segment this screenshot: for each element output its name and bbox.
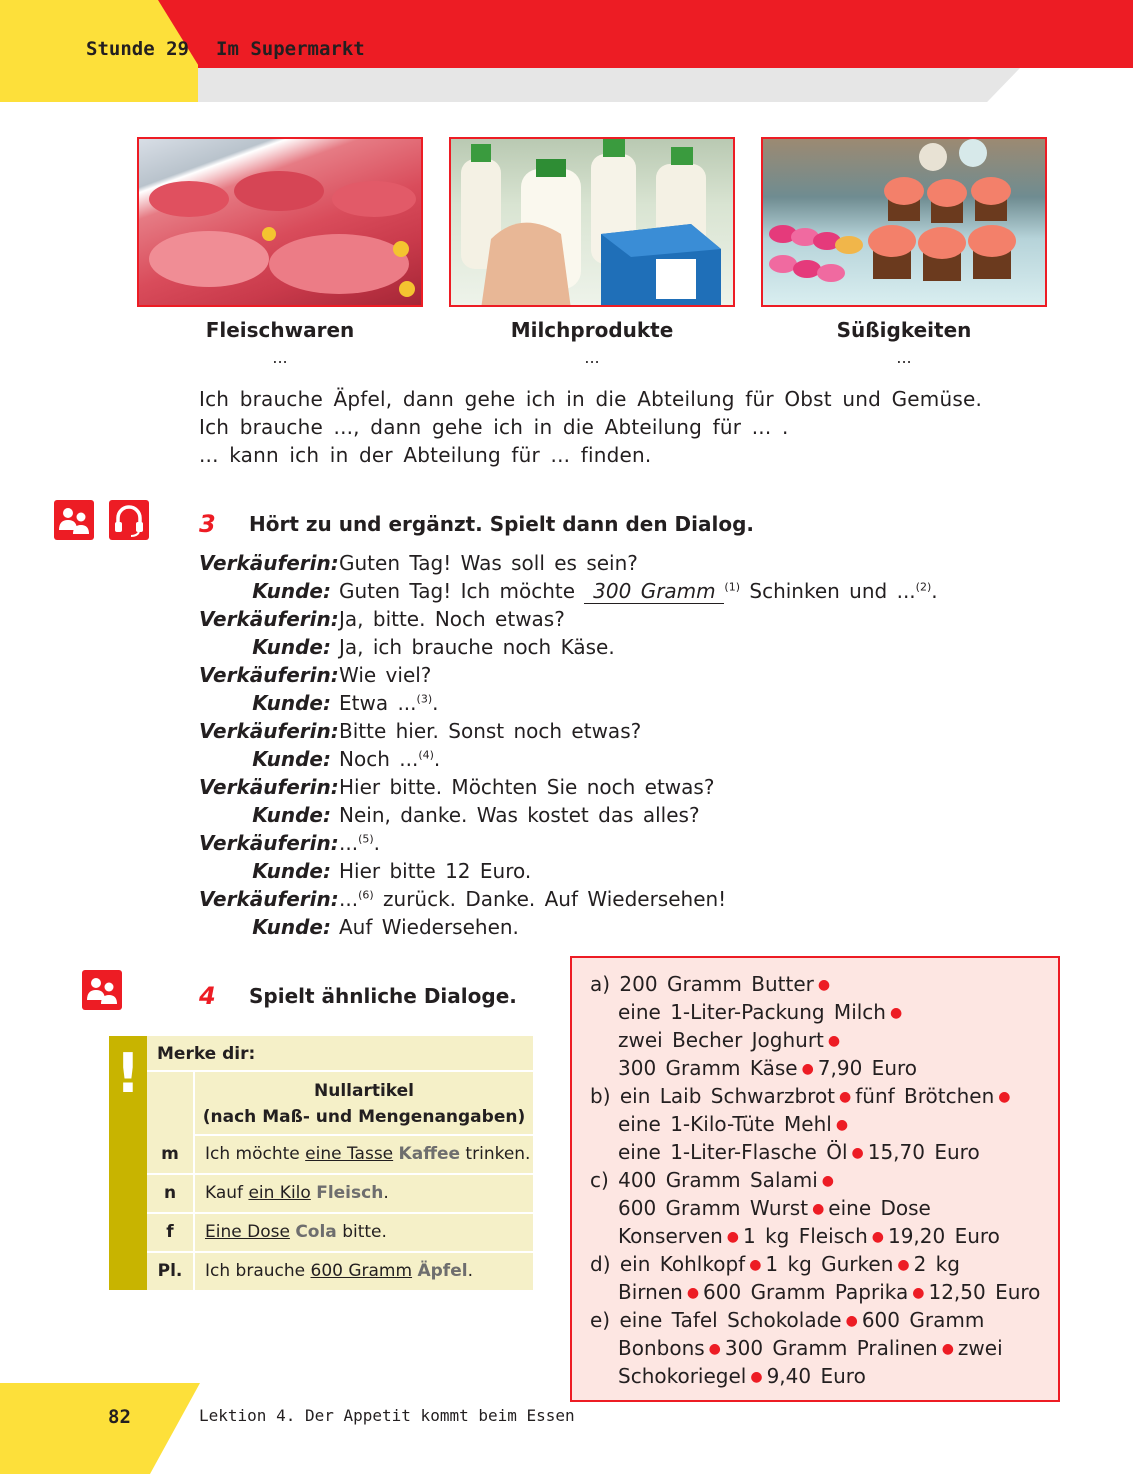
footnote-mark: (4) <box>418 748 434 762</box>
milk-photo <box>449 137 735 307</box>
shopping-item: eine 1-Kilo-Tüte Mehl <box>618 1112 832 1136</box>
footer-yellow-corner <box>150 1383 200 1474</box>
footnote-mark: (6) <box>358 888 374 902</box>
grammar-table-title: Merke dir: <box>147 1036 533 1072</box>
shopping-item: 2 kg <box>913 1252 960 1276</box>
shopping-item: 9,40 Euro <box>766 1364 866 1388</box>
shopping-line <box>590 1084 1014 1108</box>
grammar-table <box>147 1036 533 1290</box>
dialog-line <box>199 915 519 943</box>
footnote-mark: (2) <box>915 580 932 594</box>
bullet-dot: ● <box>897 1257 910 1273</box>
speaker-customer: Kunde: <box>252 859 331 883</box>
shopping-item: Birnen <box>618 1280 683 1304</box>
gender-key: Pl. <box>157 1261 183 1281</box>
dialog-text: ... <box>339 887 359 911</box>
shopping-item: d) ein Kohlkopf <box>590 1252 746 1276</box>
speaker-seller: Verkäuferin: <box>199 719 339 743</box>
header-line-1: Nullartikel <box>314 1081 414 1101</box>
bullet-dot: ● <box>821 1173 835 1189</box>
bullet-dot: ● <box>839 1089 852 1105</box>
shopping-item: eine Dose <box>828 1196 931 1220</box>
dialog-text: Schinken und ... <box>749 579 916 603</box>
footer-yellow-band <box>0 1383 150 1474</box>
example-sentence: Kauf ein Kilo Fleisch. <box>193 1175 533 1212</box>
shopping-item: 600 Gramm <box>861 1308 985 1332</box>
exercise-4-number: 4 <box>199 982 216 1010</box>
example-sentence: Ich möchte eine Tasse Kaffee trinken. <box>193 1136 533 1173</box>
shopping-item: Konserven <box>618 1224 723 1248</box>
bullet-dot: ● <box>812 1201 825 1217</box>
shopping-item: c) 400 Gramm Salami <box>590 1168 818 1192</box>
shopping-item: a) 200 Gramm Butter <box>590 972 814 996</box>
speaker-customer: Kunde: <box>252 691 331 715</box>
bullet-dot: ● <box>827 1033 841 1049</box>
shopping-item: 1 kg Fleisch <box>743 1224 868 1248</box>
example-sentence: Ich brauche 600 Gramm Äpfel. <box>193 1253 533 1290</box>
dialog-line <box>199 775 714 803</box>
bullet-dot: ● <box>889 1005 903 1021</box>
dialog-text: Wie viel? <box>339 663 432 687</box>
pair-work-icon <box>54 500 94 540</box>
caption-sweets: Süßigkeiten <box>836 318 972 342</box>
shopping-line <box>618 1280 1040 1304</box>
footnote-mark: (3) <box>416 692 433 706</box>
dialog-line <box>199 747 440 775</box>
dialog-line <box>199 607 565 635</box>
shopping-item: b) ein Laib Schwarzbrot <box>590 1084 836 1108</box>
dialog-line <box>199 579 938 607</box>
shopping-line <box>618 1112 852 1136</box>
dialog-text: Auf Wiedersehen. <box>339 915 519 939</box>
grammar-table-header <box>193 1072 533 1136</box>
shopping-item: fünf Brötchen <box>855 1084 995 1108</box>
bullet-dot: ● <box>708 1341 721 1357</box>
example-sentence: Eine Dose Cola bitte. <box>193 1214 533 1251</box>
dialog-line <box>199 859 531 887</box>
speaker-customer: Kunde: <box>252 747 331 771</box>
speaker-seller: Verkäuferin: <box>199 663 339 687</box>
speaker-seller: Verkäuferin: <box>199 831 339 855</box>
shopping-item: e) eine Tafel Schokolade <box>590 1308 842 1332</box>
dialog-text: Bitte hier. Sonst noch etwas? <box>339 719 642 743</box>
bullet-dot: ● <box>871 1229 884 1245</box>
caption-meat: Fleischwaren <box>205 318 355 342</box>
gender-key: f <box>166 1222 174 1242</box>
shopping-item: 19,20 Euro <box>887 1224 1000 1248</box>
dialog-line <box>199 803 700 831</box>
shopping-item: 1 kg Gurken <box>765 1252 894 1276</box>
dialog-line <box>199 663 431 691</box>
shopping-item: 7,90 Euro <box>817 1056 918 1080</box>
shopping-line <box>590 972 834 996</box>
header-line-2: (nach Maß- und Mengenangaben) <box>202 1107 526 1127</box>
bullet-dot: ● <box>835 1117 849 1133</box>
table-row <box>147 1175 533 1214</box>
dialog-text: . <box>433 747 441 771</box>
dialog-text: ... <box>339 831 359 855</box>
table-row <box>147 1136 533 1175</box>
dialog-text: zurück. Danke. Auf Wiedersehen! <box>373 887 727 911</box>
speaker-customer: Kunde: <box>252 579 331 603</box>
headphones-icon <box>109 500 149 540</box>
shopping-line <box>590 1252 960 1276</box>
shopping-item: eine 1-Liter-Flasche Öl <box>618 1140 848 1164</box>
lesson-topic: Im Supermarkt <box>216 38 365 60</box>
bullet-dot: ● <box>998 1089 1011 1105</box>
shopping-item: zwei Becher Joghurt <box>618 1028 824 1052</box>
dialog-text: . <box>373 831 381 855</box>
shopping-item: 15,70 Euro <box>867 1140 980 1164</box>
shopping-list-box <box>570 956 1060 1402</box>
shopping-item: 600 Gramm Wurst <box>618 1196 809 1220</box>
bullet-dot: ● <box>801 1061 814 1077</box>
shopping-item: eine 1-Liter-Packung Milch <box>618 1000 886 1024</box>
table-row <box>147 1214 533 1253</box>
bullet-dot: ● <box>817 977 831 993</box>
shopping-line <box>618 1224 1000 1248</box>
footnote-mark: (5) <box>358 832 374 846</box>
dialog-line <box>199 831 380 859</box>
dialog-line <box>199 551 638 579</box>
speaker-seller: Verkäuferin: <box>199 551 339 575</box>
speaker-customer: Kunde: <box>252 803 331 827</box>
bullet-dot: ● <box>941 1341 954 1357</box>
dialog-line <box>199 691 438 719</box>
dialog-text: . <box>432 691 439 715</box>
speaker-customer: Kunde: <box>252 635 331 659</box>
dialog-text: Ja, bitte. Noch etwas? <box>339 607 565 631</box>
bullet-dot: ● <box>726 1229 740 1245</box>
dialog-text: Nein, danke. Was kostet das alles? <box>339 803 700 827</box>
bullet-dot: ● <box>912 1285 925 1301</box>
shopping-line <box>590 1308 984 1332</box>
bullet-dot: ● <box>749 1257 762 1273</box>
shopping-line <box>618 1364 866 1388</box>
gender-key: m <box>161 1144 179 1164</box>
speaker-seller: Verkäuferin: <box>199 607 339 631</box>
bullet-dot: ● <box>686 1285 700 1301</box>
dialog-text: Guten Tag! Was soll es sein? <box>339 551 638 575</box>
pair-work-icon <box>82 970 122 1010</box>
gender-key: n <box>163 1183 177 1203</box>
bullet-dot: ● <box>845 1313 858 1329</box>
lesson-number: Stunde 29 <box>86 38 189 60</box>
intro-line-2: Ich brauche ..., dann gehe ich in die Abteilung für ... . <box>199 415 789 439</box>
sweets-photo <box>761 137 1047 307</box>
shopping-line <box>590 1168 838 1192</box>
grammar-note-box <box>109 1036 533 1290</box>
dialog-text: Etwa ... <box>339 691 417 715</box>
page-number: 82 <box>108 1406 131 1428</box>
intro-line-1: Ich brauche Äpfel, dann gehe ich in die Abteilung für Obst und Gemüse. <box>199 387 983 411</box>
caption-meat-dots: ... <box>272 348 288 367</box>
footnote-mark: (1) <box>724 580 741 594</box>
shopping-line <box>618 1196 931 1220</box>
shopping-item: 300 Gramm Käse <box>618 1056 798 1080</box>
footer-chapter: Lektion 4. Der Appetit kommt beim Essen <box>199 1406 575 1425</box>
dialog-line <box>199 635 615 663</box>
exclamation-icon: ! <box>115 1042 141 1105</box>
caption-sweets-dots: ... <box>896 348 912 367</box>
table-row <box>147 1253 533 1292</box>
speaker-customer: Kunde: <box>252 915 331 939</box>
meat-photo <box>137 137 423 307</box>
dialog-line <box>199 719 641 747</box>
header-gray-band <box>198 68 1020 102</box>
intro-line-3: ... kann ich in der Abteilung für ... finden. <box>199 443 652 467</box>
dialog-text: Hier bitte 12 Euro. <box>339 859 532 883</box>
shopping-line <box>618 1140 980 1164</box>
dialog-text: Guten Tag! Ich möchte <box>339 579 576 603</box>
exercise-3-title: Hört zu und ergänzt. Spielt dann den Dialog. <box>249 512 755 536</box>
speaker-seller: Verkäuferin: <box>199 775 339 799</box>
shopping-line <box>618 1336 1003 1360</box>
dialog-text: Hier bitte. Möchten Sie noch etwas? <box>339 775 715 799</box>
shopping-item: 12,50 Euro <box>928 1280 1041 1304</box>
shopping-line <box>618 1028 844 1052</box>
shopping-item: 600 Gramm Paprika <box>703 1280 909 1304</box>
exercise-3-number: 3 <box>199 510 216 538</box>
bullet-dot: ● <box>750 1369 763 1385</box>
dialog-line <box>199 887 726 915</box>
dialog-text: . <box>931 579 938 603</box>
dialog-text: Noch ... <box>339 747 419 771</box>
shopping-item: Bonbons <box>618 1336 705 1360</box>
shopping-item: 300 Gramm Pralinen <box>724 1336 938 1360</box>
speaker-seller: Verkäuferin: <box>199 887 339 911</box>
caption-dairy-dots: ... <box>584 348 600 367</box>
shopping-item: zwei <box>957 1336 1003 1360</box>
dialog-text: Ja, ich brauche noch Käse. <box>339 635 615 659</box>
exercise-4-title: Spielt ähnliche Dialoge. <box>249 984 517 1008</box>
bullet-dot: ● <box>851 1145 864 1161</box>
caption-dairy: Milchprodukte <box>510 318 674 342</box>
shopping-line <box>618 1056 917 1080</box>
shopping-item: Schokoriegel <box>618 1364 747 1388</box>
shopping-line <box>618 1000 906 1024</box>
answer-blank: 300 Gramm <box>584 579 724 604</box>
